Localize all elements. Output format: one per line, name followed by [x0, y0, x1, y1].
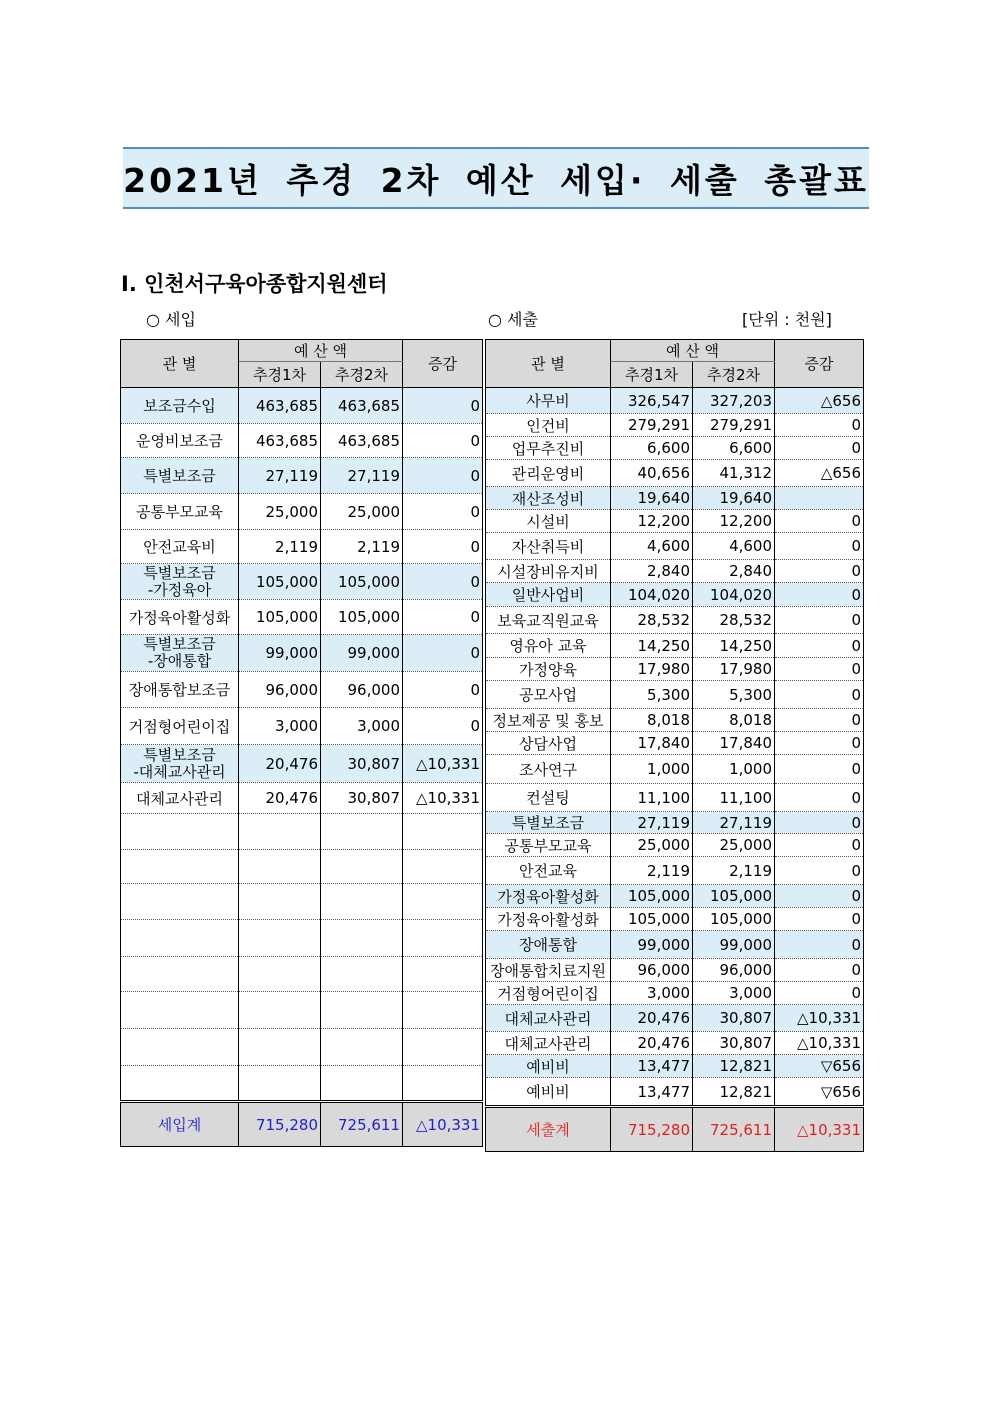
- income-empty-cell: [403, 1066, 483, 1102]
- expense-row-value-1st: 20,476: [611, 1032, 693, 1055]
- income-row-value-1st: 463,685: [239, 388, 321, 424]
- expense-table-row: [486, 658, 864, 681]
- expense-row-value-2nd: 27,119: [693, 812, 775, 834]
- income-empty-cell: [121, 814, 239, 850]
- income-row-label: 특별보조금 -장애통합: [121, 635, 239, 672]
- income-row-value-2nd: 99,000: [321, 635, 403, 672]
- income-total-row: [121, 1102, 483, 1147]
- expense-row-value-2nd: 1,000: [693, 755, 775, 784]
- expense-row-value-1st: 13,477: [611, 1055, 693, 1078]
- income-row-diff: 0: [403, 600, 483, 635]
- income-table-row: [121, 458, 483, 494]
- expense-row-value-2nd: 4,600: [693, 533, 775, 560]
- income-table-row: [121, 635, 483, 672]
- expense-row-label: 가정양육: [486, 658, 611, 681]
- income-table-row: [121, 424, 483, 458]
- expense-header-diff: 증감: [775, 340, 864, 388]
- expense-row-diff: △10,331: [775, 1032, 864, 1055]
- expense-row-value-1st: 3,000: [611, 982, 693, 1005]
- expense-row-value-1st: 279,291: [611, 414, 693, 437]
- income-row-value-1st: 20,476: [239, 783, 321, 814]
- income-empty-cell: [403, 1029, 483, 1066]
- unit-label: [단위 : 천원]: [742, 310, 832, 329]
- expense-table-row: [486, 583, 864, 607]
- expense-table-row: [486, 560, 864, 583]
- income-label: ○ 세입: [146, 310, 196, 329]
- income-table-row: [121, 708, 483, 745]
- expense-row-diff: 0: [775, 959, 864, 982]
- expense-total-row: [486, 1107, 864, 1152]
- income-empty-cell: [239, 957, 321, 992]
- expense-row-value-2nd: 11,100: [693, 784, 775, 812]
- income-row-diff: △10,331: [403, 745, 483, 783]
- expense-row-diff: 0: [775, 732, 864, 755]
- expense-row-diff: [775, 487, 864, 510]
- expense-row-value-1st: 326,547: [611, 388, 693, 414]
- income-row-diff: 0: [403, 458, 483, 494]
- expense-row-diff: 0: [775, 812, 864, 834]
- income-row-label: 특별보조금 -대체교사관리: [121, 745, 239, 783]
- expense-row-value-1st: 27,119: [611, 812, 693, 834]
- income-row-value-2nd: 2,119: [321, 530, 403, 564]
- expense-table-row: [486, 487, 864, 510]
- expense-table-row: [486, 607, 864, 634]
- income-row-value-2nd: 25,000: [321, 494, 403, 530]
- expense-total-label: 세출계: [486, 1107, 611, 1152]
- expense-row-label: 정보제공 및 홍보: [486, 709, 611, 732]
- expense-row-value-2nd: 105,000: [693, 885, 775, 908]
- income-row-value-2nd: 96,000: [321, 672, 403, 708]
- income-table-row: [121, 745, 483, 783]
- expense-row-label: 사무비: [486, 388, 611, 414]
- income-table-row: [121, 850, 483, 884]
- income-table: [120, 339, 483, 1147]
- expense-row-label: 조사연구: [486, 755, 611, 784]
- income-empty-cell: [121, 1029, 239, 1066]
- income-table-row: [121, 920, 483, 957]
- expense-table-row: [486, 908, 864, 931]
- income-row-value-1st: 99,000: [239, 635, 321, 672]
- expense-row-label: 인건비: [486, 414, 611, 437]
- income-row-value-2nd: 105,000: [321, 564, 403, 600]
- expense-table-row: [486, 1005, 864, 1032]
- income-row-value-1st: 96,000: [239, 672, 321, 708]
- expense-row-diff: 0: [775, 784, 864, 812]
- expense-row-label: 공통부모교육: [486, 834, 611, 857]
- income-row-value-1st: 105,000: [239, 600, 321, 635]
- income-row-label: 대체교사관리: [121, 783, 239, 814]
- income-empty-cell: [239, 920, 321, 957]
- income-empty-cell: [121, 957, 239, 992]
- expense-table-row: [486, 784, 864, 812]
- expense-row-label: 장애통합치료지원: [486, 959, 611, 982]
- expense-row-diff: ▽656: [775, 1078, 864, 1107]
- income-row-label: 가정육아활성화: [121, 600, 239, 635]
- income-row-value-2nd: 30,807: [321, 783, 403, 814]
- expense-row-diff: 0: [775, 908, 864, 931]
- expense-row-diff: 0: [775, 931, 864, 959]
- expense-row-diff: 0: [775, 510, 864, 533]
- income-row-label: 공통부모교육: [121, 494, 239, 530]
- income-empty-cell: [321, 992, 403, 1029]
- expense-row-diff: 0: [775, 885, 864, 908]
- expense-header-col1: 추경1차: [611, 362, 693, 388]
- expense-row-diff: 0: [775, 437, 864, 460]
- expense-row-label: 업무추진비: [486, 437, 611, 460]
- expense-table-row: [486, 460, 864, 487]
- expense-row-value-2nd: 8,018: [693, 709, 775, 732]
- expense-table-row: [486, 1055, 864, 1078]
- income-row-value-2nd: 463,685: [321, 388, 403, 424]
- expense-row-value-1st: 96,000: [611, 959, 693, 982]
- income-empty-cell: [321, 1066, 403, 1102]
- income-empty-cell: [403, 957, 483, 992]
- expense-row-diff: 0: [775, 560, 864, 583]
- expense-row-label: 상담사업: [486, 732, 611, 755]
- income-table-row: [121, 957, 483, 992]
- expense-row-value-1st: 105,000: [611, 908, 693, 931]
- expense-row-label: 안전교육: [486, 857, 611, 885]
- income-total-diff: △10,331: [403, 1102, 483, 1147]
- expense-row-label: 가정육아활성화: [486, 885, 611, 908]
- income-row-value-2nd: 3,000: [321, 708, 403, 745]
- expense-row-value-1st: 12,200: [611, 510, 693, 533]
- expense-row-diff: 0: [775, 658, 864, 681]
- income-header-col1: 추경1차: [239, 362, 321, 388]
- income-row-diff: 0: [403, 708, 483, 745]
- expense-table-row: [486, 857, 864, 885]
- income-empty-cell: [121, 884, 239, 920]
- income-empty-cell: [403, 992, 483, 1029]
- income-table-row: [121, 1029, 483, 1066]
- income-table-row: [121, 564, 483, 600]
- income-row-value-1st: 463,685: [239, 424, 321, 458]
- expense-row-label: 자산취득비: [486, 533, 611, 560]
- expense-row-value-2nd: 5,300: [693, 681, 775, 709]
- income-empty-cell: [121, 920, 239, 957]
- expense-row-diff: 0: [775, 709, 864, 732]
- expense-row-value-1st: 105,000: [611, 885, 693, 908]
- expense-table-row: [486, 437, 864, 460]
- expense-table-row: [486, 931, 864, 959]
- expense-row-value-2nd: 279,291: [693, 414, 775, 437]
- expense-row-label: 거점형어린이집: [486, 982, 611, 1005]
- expense-row-diff: 0: [775, 533, 864, 560]
- expense-row-value-2nd: 2,119: [693, 857, 775, 885]
- expense-row-diff: 0: [775, 414, 864, 437]
- income-table-row: [121, 672, 483, 708]
- expense-row-value-1st: 17,840: [611, 732, 693, 755]
- expense-row-label: 공모사업: [486, 681, 611, 709]
- expense-table-row: [486, 982, 864, 1005]
- income-empty-cell: [321, 850, 403, 884]
- income-empty-cell: [321, 957, 403, 992]
- expense-total-value-1st: 715,280: [611, 1107, 693, 1152]
- income-table-row: [121, 814, 483, 850]
- income-total-label: 세입계: [121, 1102, 239, 1147]
- expense-table-row: [486, 812, 864, 834]
- income-total-value-1st: 715,280: [239, 1102, 321, 1147]
- income-row-diff: 0: [403, 564, 483, 600]
- expense-table-row: [486, 732, 864, 755]
- income-table-row: [121, 388, 483, 424]
- expense-row-label: 대체교사관리: [486, 1032, 611, 1055]
- expense-row-value-1st: 2,840: [611, 560, 693, 583]
- expense-table-row: [486, 510, 864, 533]
- expense-row-value-1st: 104,020: [611, 583, 693, 607]
- income-row-diff: 0: [403, 635, 483, 672]
- income-row-value-1st: 20,476: [239, 745, 321, 783]
- expense-row-value-1st: 6,600: [611, 437, 693, 460]
- income-table-row: [121, 494, 483, 530]
- expense-row-value-2nd: 25,000: [693, 834, 775, 857]
- income-header-budget: 예 산 액: [239, 340, 403, 362]
- expense-total-value-2nd: 725,611: [693, 1107, 775, 1152]
- expense-row-value-1st: 13,477: [611, 1078, 693, 1107]
- income-row-label: 거점형어린이집: [121, 708, 239, 745]
- expense-row-label: 컨설팅: [486, 784, 611, 812]
- income-row-value-2nd: 463,685: [321, 424, 403, 458]
- income-row-value-1st: 27,119: [239, 458, 321, 494]
- expense-row-label: 특별보조금: [486, 812, 611, 834]
- expense-row-label: 대체교사관리: [486, 1005, 611, 1032]
- income-empty-cell: [403, 920, 483, 957]
- income-row-value-1st: 3,000: [239, 708, 321, 745]
- expense-row-value-2nd: 6,600: [693, 437, 775, 460]
- expense-row-value-1st: 40,656: [611, 460, 693, 487]
- expense-row-value-2nd: 17,980: [693, 658, 775, 681]
- income-row-value-2nd: 27,119: [321, 458, 403, 494]
- expense-table-row: [486, 634, 864, 658]
- income-table-row: [121, 600, 483, 635]
- expense-header-col2: 추경2차: [693, 362, 775, 388]
- income-row-value-1st: 105,000: [239, 564, 321, 600]
- income-row-label: 보조금수입: [121, 388, 239, 424]
- income-empty-cell: [239, 1029, 321, 1066]
- income-empty-cell: [403, 814, 483, 850]
- expense-row-diff: 0: [775, 607, 864, 634]
- expense-label: ○ 세출: [488, 310, 538, 329]
- income-row-diff: 0: [403, 672, 483, 708]
- expense-row-value-2nd: 30,807: [693, 1005, 775, 1032]
- expense-table-row: [486, 885, 864, 908]
- page-title: 2021년 추경 2차 예산 세입· 세출 총괄표: [123, 160, 869, 200]
- income-empty-cell: [321, 884, 403, 920]
- expense-row-diff: △10,331: [775, 1005, 864, 1032]
- expense-table-row: [486, 709, 864, 732]
- expense-row-value-1st: 28,532: [611, 607, 693, 634]
- expense-row-diff: ▽656: [775, 1055, 864, 1078]
- income-row-diff: 0: [403, 388, 483, 424]
- expense-row-value-2nd: 105,000: [693, 908, 775, 931]
- expense-header-category: 관 별: [486, 340, 611, 388]
- expense-row-diff: △656: [775, 388, 864, 414]
- expense-row-diff: 0: [775, 857, 864, 885]
- expense-row-label: 시설장비유지비: [486, 560, 611, 583]
- expense-table: [485, 339, 864, 1152]
- income-row-label: 안전교육비: [121, 530, 239, 564]
- expense-row-value-2nd: 3,000: [693, 982, 775, 1005]
- expense-table-row: [486, 388, 864, 414]
- expense-row-value-1st: 20,476: [611, 1005, 693, 1032]
- expense-row-value-1st: 14,250: [611, 634, 693, 658]
- income-row-diff: 0: [403, 424, 483, 458]
- expense-row-diff: 0: [775, 982, 864, 1005]
- income-empty-cell: [239, 1066, 321, 1102]
- expense-row-value-2nd: 28,532: [693, 607, 775, 634]
- income-empty-cell: [121, 1066, 239, 1102]
- expense-table-row: [486, 834, 864, 857]
- income-table-row: [121, 884, 483, 920]
- expense-row-label: 장애통합: [486, 931, 611, 959]
- income-row-label: 운영비보조금: [121, 424, 239, 458]
- income-row-value-2nd: 30,807: [321, 745, 403, 783]
- expense-row-label: 예비비: [486, 1078, 611, 1107]
- expense-row-label: 보육교직원교육: [486, 607, 611, 634]
- income-row-diff: △10,331: [403, 783, 483, 814]
- expense-row-label: 일반사업비: [486, 583, 611, 607]
- expense-row-diff: 0: [775, 634, 864, 658]
- expense-row-label: 관리운영비: [486, 460, 611, 487]
- expense-row-diff: △656: [775, 460, 864, 487]
- expense-row-label: 영유아 교육: [486, 634, 611, 658]
- expense-row-value-2nd: 17,840: [693, 732, 775, 755]
- income-empty-cell: [403, 884, 483, 920]
- income-total-value-2nd: 725,611: [321, 1102, 403, 1147]
- income-row-diff: 0: [403, 494, 483, 530]
- expense-row-diff: 0: [775, 583, 864, 607]
- income-table-row: [121, 783, 483, 814]
- income-header-col2: 추경2차: [321, 362, 403, 388]
- income-header-category: 관 별: [121, 340, 239, 388]
- income-empty-cell: [321, 1029, 403, 1066]
- expense-table-row: [486, 414, 864, 437]
- title-box: [123, 147, 869, 209]
- expense-row-value-1st: 19,640: [611, 487, 693, 510]
- expense-row-value-2nd: 12,821: [693, 1055, 775, 1078]
- expense-row-label: 재산조성비: [486, 487, 611, 510]
- income-table-row: [121, 530, 483, 564]
- expense-table-row: [486, 681, 864, 709]
- expense-row-value-2nd: 14,250: [693, 634, 775, 658]
- expense-row-value-1st: 5,300: [611, 681, 693, 709]
- expense-row-value-1st: 99,000: [611, 931, 693, 959]
- income-row-diff: 0: [403, 530, 483, 564]
- expense-row-value-1st: 8,018: [611, 709, 693, 732]
- expense-row-value-2nd: 96,000: [693, 959, 775, 982]
- income-empty-cell: [239, 850, 321, 884]
- income-empty-cell: [121, 850, 239, 884]
- expense-header-budget: 예 산 액: [611, 340, 775, 362]
- expense-row-value-2nd: 104,020: [693, 583, 775, 607]
- expense-row-value-1st: 1,000: [611, 755, 693, 784]
- income-row-label: 특별보조금 -가정육아: [121, 564, 239, 600]
- expense-table-row: [486, 1032, 864, 1055]
- expense-row-value-1st: 2,119: [611, 857, 693, 885]
- income-table-row: [121, 1066, 483, 1102]
- expense-row-value-2nd: 99,000: [693, 931, 775, 959]
- expense-row-value-2nd: 19,640: [693, 487, 775, 510]
- income-empty-cell: [239, 992, 321, 1029]
- income-empty-cell: [239, 814, 321, 850]
- expense-table-row: [486, 533, 864, 560]
- income-row-label: 특별보조금: [121, 458, 239, 494]
- section-title: Ⅰ. 인천서구육아종합지원센터: [121, 272, 388, 296]
- expense-row-label: 예비비: [486, 1055, 611, 1078]
- income-table-row: [121, 992, 483, 1029]
- expense-table-row: [486, 1078, 864, 1107]
- income-empty-cell: [239, 884, 321, 920]
- expense-row-value-2nd: 327,203: [693, 388, 775, 414]
- income-empty-cell: [321, 920, 403, 957]
- expense-row-value-2nd: 41,312: [693, 460, 775, 487]
- income-empty-cell: [403, 850, 483, 884]
- expense-row-label: 시설비: [486, 510, 611, 533]
- income-header-diff: 증감: [403, 340, 483, 388]
- income-row-value-1st: 25,000: [239, 494, 321, 530]
- expense-row-value-2nd: 2,840: [693, 560, 775, 583]
- expense-table-row: [486, 755, 864, 784]
- income-row-value-1st: 2,119: [239, 530, 321, 564]
- expense-row-diff: 0: [775, 834, 864, 857]
- expense-row-value-2nd: 30,807: [693, 1032, 775, 1055]
- expense-row-value-1st: 4,600: [611, 533, 693, 560]
- expense-total-diff: △10,331: [775, 1107, 864, 1152]
- income-row-value-2nd: 105,000: [321, 600, 403, 635]
- income-empty-cell: [321, 814, 403, 850]
- expense-row-value-1st: 11,100: [611, 784, 693, 812]
- expense-row-label: 가정육아활성화: [486, 908, 611, 931]
- income-row-label: 장애통합보조금: [121, 672, 239, 708]
- expense-row-value-1st: 17,980: [611, 658, 693, 681]
- expense-row-value-2nd: 12,200: [693, 510, 775, 533]
- expense-row-value-1st: 25,000: [611, 834, 693, 857]
- expense-row-diff: 0: [775, 681, 864, 709]
- expense-row-diff: 0: [775, 755, 864, 784]
- income-empty-cell: [121, 992, 239, 1029]
- expense-table-row: [486, 959, 864, 982]
- expense-row-value-2nd: 12,821: [693, 1078, 775, 1107]
